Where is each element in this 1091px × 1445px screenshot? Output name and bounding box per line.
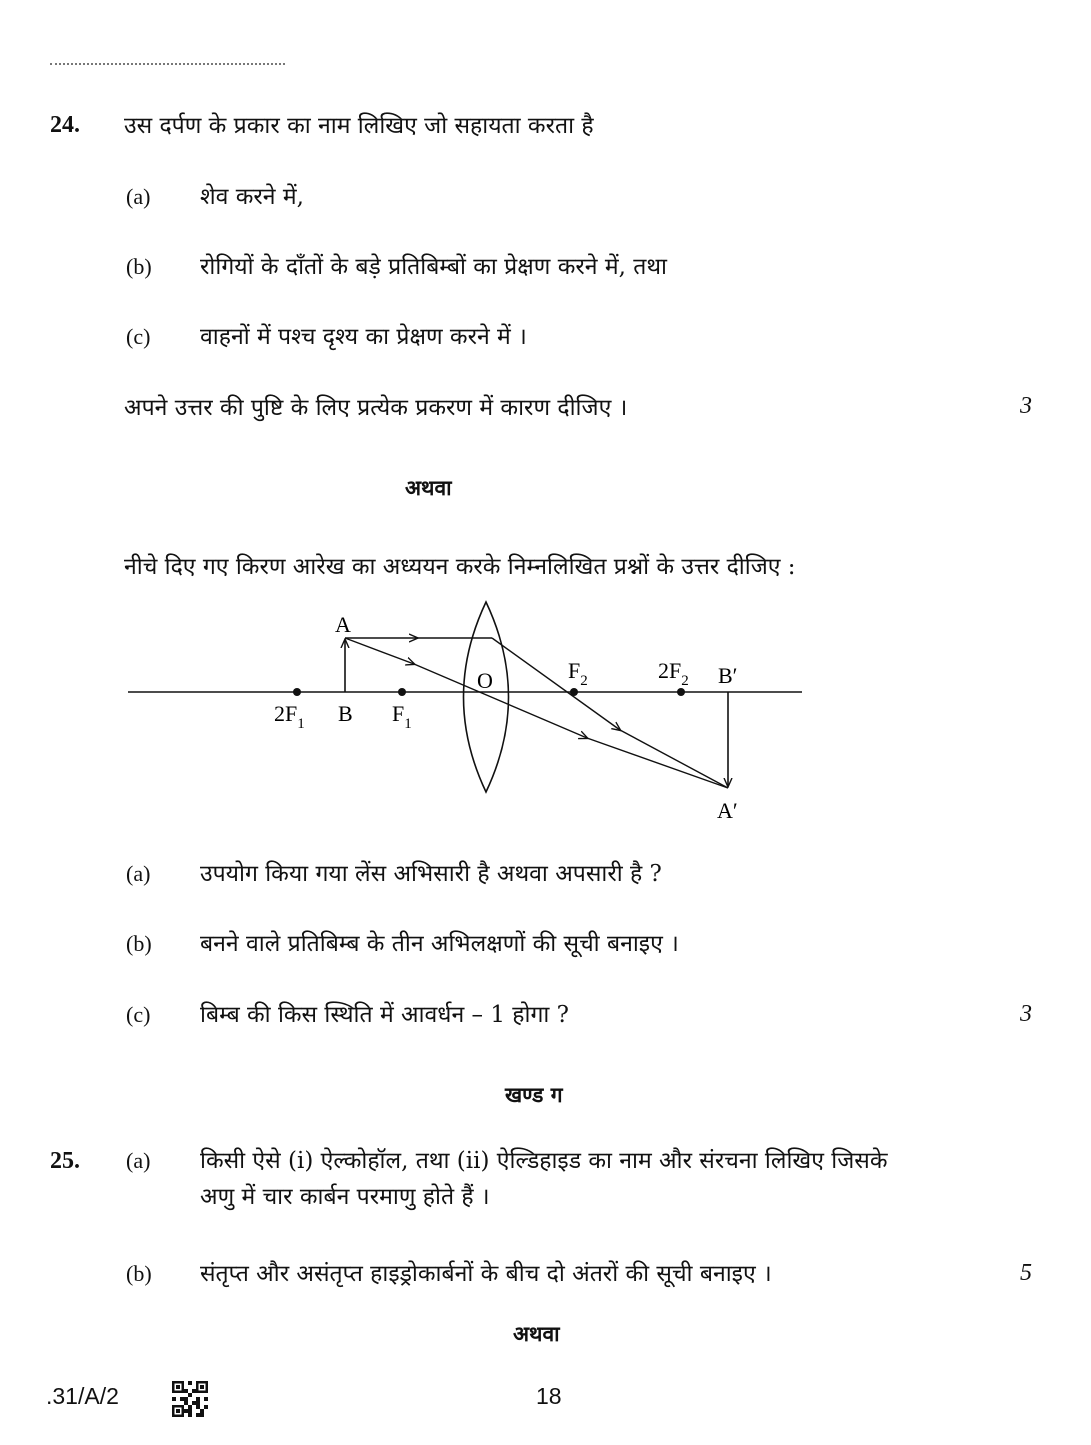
q24-or-part-a-text: उपयोग किया गया लेंस अभिसारी है अथवा अपसारी है ? xyxy=(200,861,662,887)
label-b-prime: B′ xyxy=(718,663,738,688)
q24-or-intro: नीचे दिए गए किरण आरेख का अध्ययन करके निम्नलिखित प्रश्नों के उत्तर दीजिए : xyxy=(124,554,796,580)
q24-part-b-text: रोगियों के दाँतों के बड़े प्रतिबिम्बों का प्रेक्षण करने में, तथा xyxy=(200,254,667,280)
q24-or-part-c-label: (c) xyxy=(126,1002,151,1027)
label-o: O xyxy=(477,668,493,693)
ray-centre-arrow2 xyxy=(414,664,587,738)
q24-part-a-text: शेव करने में, xyxy=(200,184,304,210)
q25-part-b-text: संतृप्त और असंतृप्त हाइड्रोकार्बनों के बीच दो अंतरों की सूची बनाइए । xyxy=(200,1261,772,1287)
or-heading-1: अथवा xyxy=(405,475,452,500)
qr-code-icon xyxy=(172,1381,208,1417)
q24-or-part-a-label: (a) xyxy=(126,861,151,886)
q24-part-c-label: (c) xyxy=(126,324,151,349)
ray-centre-arrow1 xyxy=(345,638,414,664)
q25-part-a-line1: किसी ऐसे (i) ऐल्कोहॉल, तथा (ii) ऐल्डिहाइड का नाम और संरचना लिखिए जिसके xyxy=(200,1148,888,1174)
ray-refracted xyxy=(620,730,728,788)
ray-refracted-arrow xyxy=(492,638,620,730)
q25-part-a-line2: अणु में चार कार्बन परमाणु होते हैं । xyxy=(200,1184,490,1210)
q24-or-part-b-text: बनने वाले प्रतिबिम्ब के तीन अभिलक्षणों की सूची बनाइए । xyxy=(200,931,679,957)
label-2f2: $2F_2$ xyxy=(658,658,689,689)
q24-part-b-label: (b) xyxy=(126,254,152,279)
q24-number: 24. xyxy=(50,112,80,138)
q24-or-marks: 3 xyxy=(1020,1001,1032,1027)
q24-marks: 3 xyxy=(1020,393,1032,419)
q24-part-a-label: (a) xyxy=(126,184,151,209)
q25-part-b-label: (b) xyxy=(126,1261,152,1286)
q24-or-part-b-label: (b) xyxy=(126,931,152,956)
ray-diagram xyxy=(0,590,1091,830)
label-f2: $F_2$ xyxy=(568,658,588,689)
q25-part-a-label: (a) xyxy=(126,1148,151,1173)
label-a: A xyxy=(335,612,351,637)
q24-instruction: अपने उत्तर की पुष्टि के लिए प्रत्येक प्रकरण में कारण दीजिए । xyxy=(124,395,628,421)
paper-code: .31/A/2 xyxy=(46,1383,119,1409)
point-f2 xyxy=(570,688,578,696)
or-heading-2: अथवा xyxy=(513,1321,560,1346)
ray-centre xyxy=(587,738,728,788)
q24-or-part-c-text: बिम्ब की किस स्थिति में आवर्धन – 1 होगा ? xyxy=(200,1002,569,1028)
q24-stem: उस दर्पण के प्रकार का नाम लिखिए जो सहायता करता है xyxy=(124,113,594,139)
section-heading: खण्ड ग xyxy=(505,1082,563,1107)
q25-number: 25. xyxy=(50,1148,80,1174)
label-a-prime: A′ xyxy=(717,798,738,823)
point-2f1 xyxy=(293,688,301,696)
label-b: B xyxy=(338,701,353,726)
q24-part-c-text: वाहनों में पश्च दृश्य का प्रेक्षण करने में । xyxy=(200,324,527,350)
header-code-strip xyxy=(50,63,285,65)
page-number: 18 xyxy=(536,1383,562,1409)
point-2f2 xyxy=(677,688,685,696)
convex-lens xyxy=(464,602,509,792)
label-2f1: $2F_1$ xyxy=(274,701,305,732)
point-f1 xyxy=(398,688,406,696)
q25-marks: 5 xyxy=(1020,1260,1032,1286)
label-f1: $F_1$ xyxy=(392,701,412,732)
